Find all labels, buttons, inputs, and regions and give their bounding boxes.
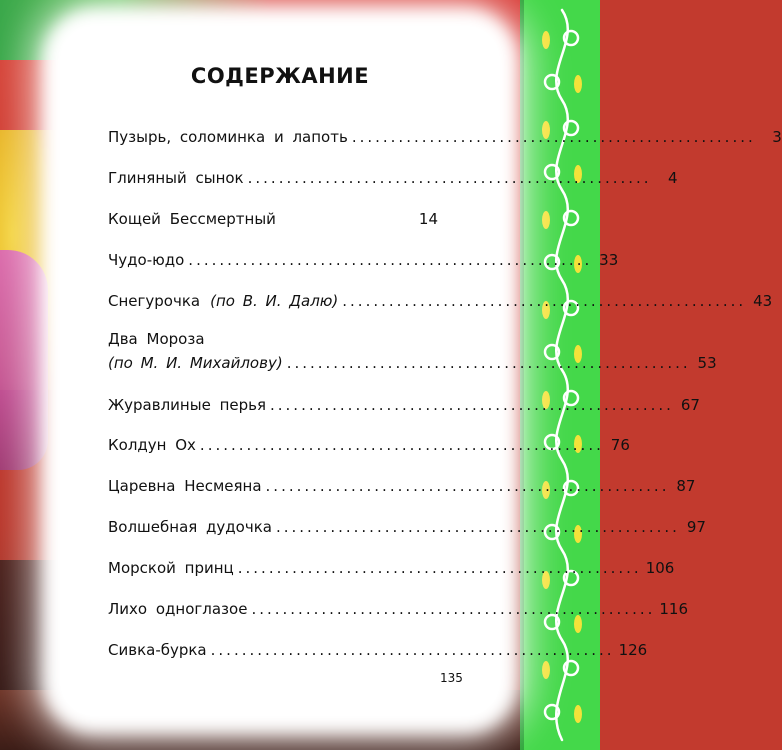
- toc-leader: ....................................................: [237, 559, 642, 577]
- toc-entry[interactable]: [108, 330, 717, 373]
- toc-entry-title: Царевна Несмеяна: [108, 477, 262, 495]
- toc-entry-page: 97: [686, 518, 706, 536]
- toc-entry-page: 87: [676, 477, 696, 495]
- page-number: 135: [440, 671, 463, 685]
- toc-entry-title: Морской принц: [108, 559, 234, 577]
- toc-entry[interactable]: [108, 250, 619, 270]
- toc-entry-title: Колдун Ох: [108, 436, 196, 454]
- toc-entry[interactable]: [108, 435, 630, 455]
- toc-entry-page: 4: [668, 169, 678, 187]
- toc-entry-page: 3: [772, 128, 782, 146]
- toc-leader: ....................................................: [351, 128, 756, 146]
- toc-entry[interactable]: [108, 127, 782, 147]
- toc-entry-title: Лихо одноглазое: [108, 600, 248, 618]
- toc-leader: ....................................................: [199, 436, 604, 454]
- toc-leader: ....................................................: [275, 518, 680, 536]
- toc-entry[interactable]: [108, 517, 706, 537]
- toc-entry-title: Пузырь, соломинка и лапоть: [108, 128, 348, 146]
- toc-entry-page: 33: [599, 251, 619, 269]
- toc-entry[interactable]: [108, 640, 648, 660]
- toc-leader: ....................................................: [265, 477, 670, 495]
- toc-entry[interactable]: [108, 599, 689, 619]
- toc-leader: ....................................................: [270, 396, 674, 414]
- toc-leader: ....................................................: [286, 354, 691, 372]
- scroll-ornament: [524, 0, 600, 750]
- toc-leader: ....................................................: [342, 292, 747, 310]
- toc-entry-title: Два Мороза: [108, 330, 205, 348]
- toc-entry[interactable]: [108, 395, 700, 415]
- toc-entry-page: 53: [697, 354, 717, 372]
- toc-entry-note: (по В. И. Далю): [210, 292, 339, 310]
- toc-entry-title: Волшебная дудочка: [108, 518, 272, 536]
- toc-leader: ....................................................: [247, 169, 652, 187]
- toc-entry[interactable]: [108, 209, 438, 229]
- toc-entry-title: Снегурочка: [108, 292, 201, 310]
- toc-entry-title: Журавлиные перья: [108, 396, 266, 414]
- toc-entry-page: 14: [418, 210, 438, 228]
- toc-entry-page: 76: [610, 436, 630, 454]
- toc-entry[interactable]: [108, 476, 696, 496]
- toc-entry-page: 67: [680, 396, 700, 414]
- toc-entry-title: Сивка-бурка: [108, 641, 207, 659]
- toc-entry-title: Кощей Бессмертный: [108, 210, 276, 228]
- toc-leader: ....................................................: [251, 600, 656, 618]
- toc-entry-page: 43: [753, 292, 773, 310]
- toc-entry[interactable]: [108, 291, 773, 311]
- toc-entry-page: 106: [645, 559, 675, 577]
- toc-entry-title: Чудо-юдо: [108, 251, 185, 269]
- toc-leader: ....................................................: [210, 641, 615, 659]
- toc-entry-title: Глиняный сынок: [108, 169, 244, 187]
- background-figure: [0, 250, 48, 470]
- toc-entry-page: 126: [618, 641, 648, 659]
- toc-entry-page: 116: [659, 600, 689, 618]
- toc-entry-note: (по М. И. Михайлову): [108, 354, 283, 372]
- toc-entry[interactable]: [108, 168, 678, 188]
- toc-entry[interactable]: [108, 558, 675, 578]
- page-title: СОДЕРЖАНИЕ: [190, 64, 370, 88]
- toc-leader: ....................................................: [188, 251, 593, 269]
- ornamental-border: [520, 0, 600, 750]
